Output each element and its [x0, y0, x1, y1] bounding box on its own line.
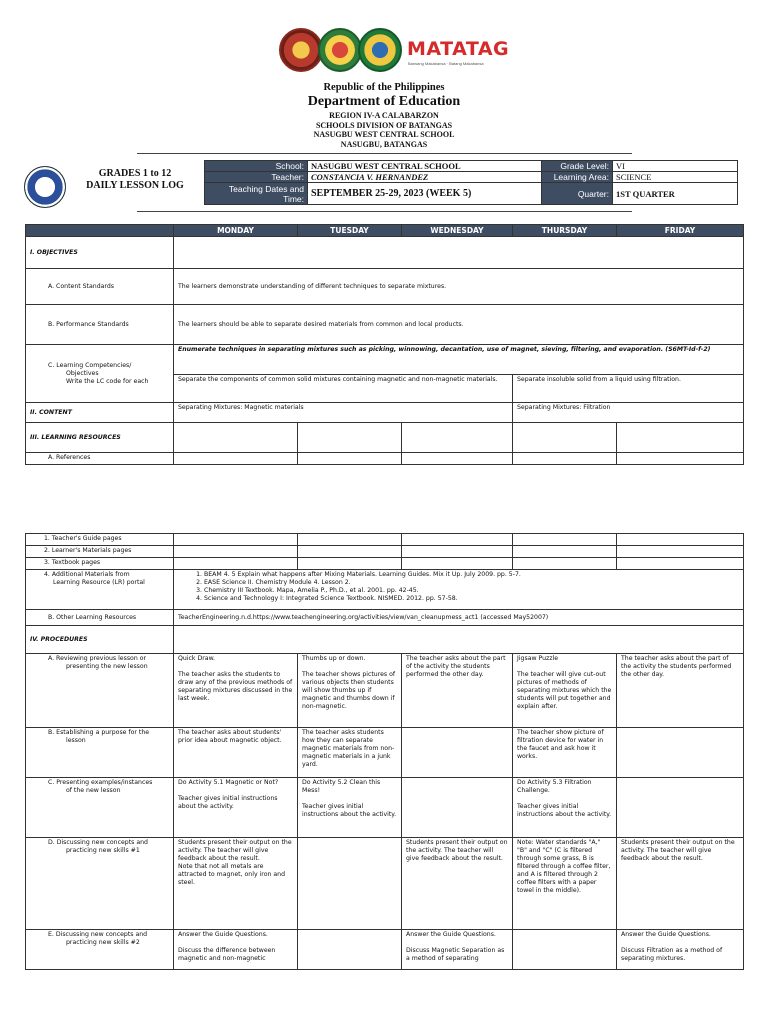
day-header-tuesday: TUESDAY — [298, 225, 402, 237]
procedure-e-monday-title: Answer the Guide Questions. — [178, 931, 268, 938]
corner-header — [26, 225, 174, 237]
procedure-b-friday — [617, 728, 744, 778]
quarter-label: Quarter: — [542, 183, 613, 205]
additional-material-item: 4. Science and Technology I: Integrated Science Textbook. NISMED. 2012. pp. 57-58. — [204, 595, 739, 603]
performance-standards-text: The learners should be able to separate desired materials from common and local products. — [174, 305, 744, 345]
additional-materials-label — [26, 570, 174, 610]
lesson-table-part2 — [25, 533, 744, 970]
grade-value: VI — [613, 161, 738, 172]
other-resources-text: TeacherEngineering.n.d.https://www.teachengineering.org/activities/view/van_cleanupmess_act1 (accessed May52007) — [174, 610, 744, 626]
region-seal-icon — [279, 28, 323, 72]
references-monday — [174, 453, 298, 465]
additional-material-item: 2. EASE Science II. Chemistry Module 4. Lesson 2. — [204, 579, 739, 587]
procedure-d-label — [26, 838, 174, 930]
day-header-monday: MONDAY — [174, 225, 298, 237]
learners-materials-thursday — [513, 546, 617, 558]
procedure-e-friday-text: Discuss Filtration as a method of separating mixtures. — [621, 947, 723, 962]
objectives-heading: I. OBJECTIVES — [26, 237, 174, 269]
procedure-b-thursday: The teacher show picture of filtration device for water in the faucet and ask how it works. — [513, 728, 617, 778]
info-divider — [137, 211, 632, 212]
additional-materials-line2: Learning Resource (LR) portal — [53, 579, 145, 586]
content-mon-wed: Separating Mixtures: Magnetic materials — [174, 403, 513, 423]
quarter-value: 1ST QUARTER — [613, 183, 738, 205]
procedure-a-monday-title: Quick Draw. — [178, 655, 216, 662]
dates-label-line1: Teaching Dates and — [228, 183, 304, 194]
objectives-cell — [174, 237, 744, 269]
procedure-a-label-line2: presenting the new lesson — [66, 663, 148, 670]
references-tuesday — [298, 453, 402, 465]
other-resources-label: B. Other Learning Resources — [26, 610, 174, 626]
procedure-a-wednesday: The teacher asks about the part of the activity the students performed the other day. — [402, 654, 513, 728]
learning-resources-heading: III. LEARNING RESOURCES — [26, 423, 174, 453]
procedure-d-friday: Students present their output on the activity. The teacher will give feedback about the result. — [617, 838, 744, 930]
teachers-guide-friday — [617, 534, 744, 546]
procedure-c-tuesday-text: Teacher gives initial instructions about the activity. — [302, 803, 397, 818]
procedure-a-monday-text: The teacher asks the students to draw any of the previous methods of separating mixtures discussed in the last week. — [178, 671, 293, 702]
content-heading: II. CONTENT — [26, 403, 174, 423]
teachers-guide-monday — [174, 534, 298, 546]
dates-label-line2: Time: — [283, 193, 304, 204]
textbook-label: 3. Textbook pages — [26, 558, 174, 570]
references-wednesday — [402, 453, 513, 465]
procedure-a-thursday-text: The teacher will give cut-out pictures of methods of separating mixtures which the students will put together and explain after. — [517, 671, 612, 710]
procedure-c-wednesday — [402, 778, 513, 838]
content-standards-label: A. Content Standards — [26, 269, 174, 305]
references-thursday — [513, 453, 617, 465]
procedure-c-monday-text: Teacher gives initial instructions about the activity. — [178, 795, 278, 810]
procedure-e-wednesday-text: Discuss Magnetic Separation as a method of separating — [406, 947, 505, 962]
school-value: NASUGBU WEST CENTRAL SCHOOL — [308, 161, 542, 172]
procedure-c-thursday-title: Do Activity 5.3 Filtration Challenge. — [517, 779, 592, 794]
school-seal-icon — [358, 28, 402, 72]
performance-standards-label: B. Performance Standards — [26, 305, 174, 345]
competencies-label-line1: C. Learning Competencies/ — [48, 361, 132, 369]
procedure-d-label-line1: D. Discussing new concepts and — [48, 839, 148, 846]
teacher-label: Teacher: — [205, 172, 308, 183]
procedure-c-label-line1: C. Presenting examples/instances — [48, 779, 153, 786]
lesson-table-part1 — [25, 224, 744, 465]
procedure-d-wednesday: Students present their output on the activity. The teacher will give feedback about the result. — [402, 838, 513, 930]
competencies-mon-wed: Separate the components of common solid mixtures containing magnetic and non-magnetic materials. — [174, 375, 513, 403]
procedure-e-label-line2: practicing new skills #2 — [66, 939, 140, 946]
additional-material-item: 1. BEAM 4. 5 Explain what happens after Mixing Materials. Learning Guides. Mix it Up. July 2009. pp. 5-7. — [204, 571, 739, 579]
day-header-wednesday: WEDNESDAY — [402, 225, 513, 237]
procedure-d-monday-note: Note that not all metals are attracted to magnet, only iron and steel. — [178, 863, 286, 886]
procedure-e-thursday — [513, 930, 617, 970]
additional-materials-list — [174, 570, 744, 610]
dll-info-table — [204, 160, 738, 205]
area-label: Learning Area: — [542, 172, 613, 183]
deped-seal-icon — [24, 166, 66, 208]
procedure-b-wednesday — [402, 728, 513, 778]
teachers-guide-tuesday — [298, 534, 402, 546]
procedure-d-label-line2: practicing new skills #1 — [66, 847, 140, 854]
procedure-b-label-line1: B. Establishing a purpose for the — [48, 729, 150, 736]
procedure-a-friday: The teacher asks about the part of the activity the students performed the other day. — [617, 654, 744, 728]
procedure-e-label — [26, 930, 174, 970]
procedure-e-tuesday — [298, 930, 402, 970]
procedure-e-wednesday — [402, 930, 513, 970]
procedure-e-monday-text: Discuss the difference between magnetic and non-magnetic — [178, 947, 276, 962]
references-friday — [617, 453, 744, 465]
textbook-wednesday — [402, 558, 513, 570]
competencies-label — [26, 345, 174, 403]
header-divider — [137, 153, 632, 154]
procedure-c-tuesday — [298, 778, 402, 838]
teacher-value: CONSTANCIA V. HERNANDEZ — [308, 172, 542, 183]
procedure-c-friday — [617, 778, 744, 838]
learners-materials-tuesday — [298, 546, 402, 558]
content-thu-fri: Separating Mixtures: Filtration — [513, 403, 744, 423]
resources-thursday — [513, 423, 617, 453]
textbook-monday — [174, 558, 298, 570]
learners-materials-label: 2. Learner's Materials pages — [26, 546, 174, 558]
procedure-c-thursday — [513, 778, 617, 838]
procedure-a-tuesday — [298, 654, 402, 728]
procedure-d-monday-text: Students present their output on the activity. The teacher will give feedback about the result. — [178, 839, 292, 862]
procedure-b-monday: The teacher asks about students' prior idea about magnetic object. — [174, 728, 298, 778]
teachers-guide-wednesday — [402, 534, 513, 546]
matatag-tagline: Bansang Makabansa · Batang Makabansa — [408, 61, 484, 66]
dll-title-line2: DAILY LESSON LOG — [86, 180, 184, 191]
dates-label — [205, 183, 308, 205]
procedure-c-label — [26, 778, 174, 838]
content-standards-text: The learners demonstrate understanding of different techniques to separate mixtures. — [174, 269, 744, 305]
competencies-text: Enumerate techniques in separating mixtures such as picking, winnowing, decantation, use of magnet, sieving, filtering, and evaporation. (S6MT-Id-f-2) — [174, 345, 744, 375]
competencies-label-line3: Write the LC code for each — [66, 377, 149, 385]
town-line: NASUGBU, BATANGAS — [340, 139, 428, 149]
additional-material-item: 3. Chemistry III Textbook. Mapa, Amelia P., Ph.D., et al. 2001. pp. 42-45. — [204, 587, 739, 595]
procedure-b-tuesday: The teacher asks students how they can separate magnetic materials from non-magnetic materials in a junk yard. — [298, 728, 402, 778]
procedure-e-monday — [174, 930, 298, 970]
references-label: A. References — [26, 453, 174, 465]
republic-line: Republic of the Philippines — [323, 82, 445, 93]
procedure-e-wednesday-title: Answer the Guide Questions. — [406, 931, 496, 938]
procedure-c-monday — [174, 778, 298, 838]
procedure-b-label-line2: lesson — [66, 737, 86, 744]
procedure-c-tuesday-title: Do Activity 5.2 Clean this Mess! — [302, 779, 381, 794]
textbook-friday — [617, 558, 744, 570]
competencies-thu-fri: Separate insoluble solid from a liquid using filtration. — [513, 375, 744, 403]
division-seal-icon — [318, 28, 362, 72]
procedure-e-friday-title: Answer the Guide Questions. — [621, 931, 711, 938]
competencies-label-line2: Objectives — [66, 369, 99, 377]
procedure-a-tuesday-title: Thumbs up or down. — [302, 655, 366, 662]
resources-friday — [617, 423, 744, 453]
department-title: Department of Education — [307, 94, 461, 109]
area-value: SCIENCE — [613, 172, 738, 183]
procedure-a-monday — [174, 654, 298, 728]
resources-monday — [174, 423, 298, 453]
resources-tuesday — [298, 423, 402, 453]
procedure-d-monday — [174, 838, 298, 930]
teachers-guide-label: 1. Teacher's Guide pages — [26, 534, 174, 546]
procedure-e-label-line1: E. Discussing new concepts and — [48, 931, 148, 938]
textbook-thursday — [513, 558, 617, 570]
procedures-cell — [174, 626, 744, 654]
procedure-c-monday-title: Do Activity 5.1 Magnetic or Not? — [178, 779, 279, 786]
textbook-tuesday — [298, 558, 402, 570]
procedure-d-tuesday — [298, 838, 402, 930]
grade-label: Grade Level: — [542, 161, 613, 172]
division-line: SCHOOLS DIVISION OF BATANGAS — [315, 120, 453, 130]
day-header-thursday: THURSDAY — [513, 225, 617, 237]
day-header-friday: FRIDAY — [617, 225, 744, 237]
learners-materials-wednesday — [402, 546, 513, 558]
matatag-logo: MATATAG — [407, 38, 510, 60]
procedure-a-thursday-title: Jigsaw Puzzle — [517, 655, 559, 662]
procedure-b-label — [26, 728, 174, 778]
dates-value: SEPTEMBER 25-29, 2023 (WEEK 5) — [308, 183, 542, 205]
school-line: NASUGBU WEST CENTRAL SCHOOL — [313, 130, 455, 139]
school-label: School: — [205, 161, 308, 172]
additional-materials-line1: 4. Additional Materials from — [44, 571, 130, 578]
region-line: REGION IV-A CALABARZON — [329, 111, 439, 120]
learners-materials-friday — [617, 546, 744, 558]
procedure-c-thursday-text: Teacher gives initial instructions about the activity. — [517, 803, 612, 818]
procedure-a-tuesday-text: The teacher shows pictures of various objects then students will show thumbs up if magnetic and thumbs down if non-magnetic. — [302, 671, 396, 710]
procedure-e-friday — [617, 930, 744, 970]
procedure-a-thursday — [513, 654, 617, 728]
procedure-d-thursday: Note: Water standards "A," "B" and "C" (C is filtered through some grass, B is filtered through a coffee filter, and A is filtered through 2 coffee filters with a paper towel in the middle). — [513, 838, 617, 930]
dll-title-line1: GRADES 1 to 12 — [98, 168, 172, 179]
procedure-a-label-line1: A. Reviewing previous lesson or — [48, 655, 147, 662]
learners-materials-monday — [174, 546, 298, 558]
procedure-a-label — [26, 654, 174, 728]
procedures-heading: IV. PROCEDURES — [26, 626, 174, 654]
resources-wednesday — [402, 423, 513, 453]
procedure-c-label-line2: of the new lesson — [66, 787, 121, 794]
teachers-guide-thursday — [513, 534, 617, 546]
logo-strip — [0, 28, 768, 76]
